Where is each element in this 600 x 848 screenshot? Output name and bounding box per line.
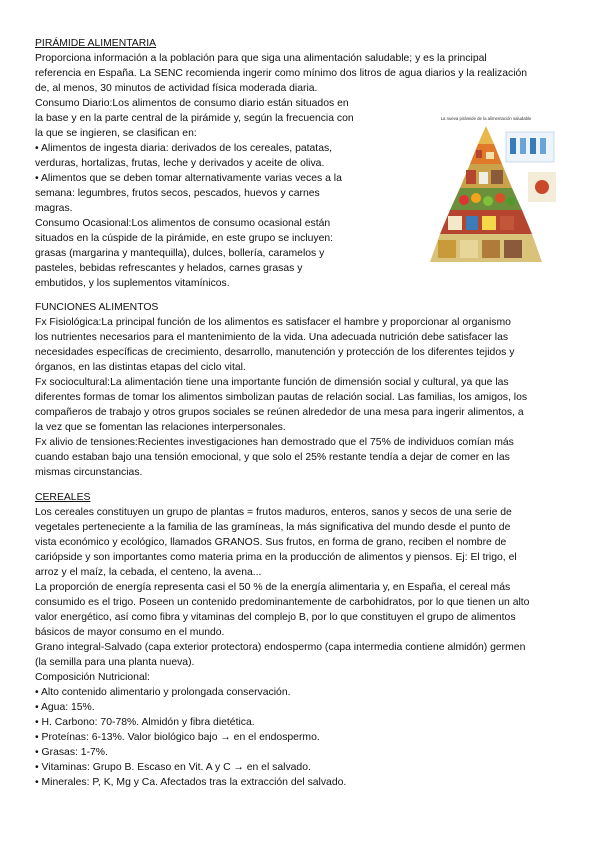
heading-funciones: FUNCIONES ALIMENTOS bbox=[35, 302, 159, 313]
food-item bbox=[466, 170, 476, 184]
text-line: referencia en España. La SENC recomienda ingerir como mínimo dos litros de agua diarios y la realización bbox=[35, 68, 528, 79]
text-line: magras. bbox=[35, 203, 73, 214]
food-item bbox=[495, 193, 505, 203]
text-line: cariópside y son importantes como materia prima en la producción de alimentos y piensos. Ej: El trigo, el bbox=[35, 552, 517, 563]
text-line: arroz y el maíz, la cebada, el centeno, la avena... bbox=[35, 567, 262, 578]
text-line: verduras, hortalizas, frutas, leche y derivados y aceite de oliva. bbox=[35, 158, 325, 169]
text-line: Fx alivio de tensiones:Recientes investigaciones han demostrado que el 75% de individuos comían más bbox=[35, 437, 514, 448]
text-line: la vez que se fomentan las relaciones interpersonales. bbox=[35, 422, 286, 433]
text-line: grasas (margarina y mantequilla), dulces, bollería, caramelos y bbox=[35, 248, 325, 259]
text-line: Consumo Ocasional:Los alimentos de consumo ocasional están bbox=[35, 218, 331, 229]
list-item: • Alto contenido alimentario y prolongada conservación. bbox=[35, 687, 291, 698]
pyramid-tier-top bbox=[478, 126, 494, 144]
text-line: Los cereales constituyen un grupo de plantas = frutos maduros, enteros, sanos y secos de una serie de bbox=[35, 507, 512, 518]
food-item bbox=[482, 240, 500, 258]
food-item bbox=[486, 152, 494, 159]
text-line: (la semilla para una planta nueva). bbox=[35, 657, 195, 668]
text-line: la base y en la parte central de la pirámide y, según la frecuencia con bbox=[35, 113, 354, 124]
text-line: básicos de mayor consumo en el mundo. bbox=[35, 627, 225, 638]
text-line: vegetales perteneciente a la familia de las gramíneas, la más significativa del mundo desde el punto de bbox=[35, 522, 511, 533]
text-line: valor energético, así como fibra y vitaminas del complejo B, por lo que constituyen el grupo de alimentos bbox=[35, 612, 516, 623]
text-line: embutidos, y los suplementos vitamínicos. bbox=[35, 278, 230, 289]
food-item bbox=[500, 216, 514, 230]
food-item bbox=[483, 196, 493, 206]
food-item bbox=[476, 150, 482, 158]
text-line: los nutrientes necesarios para el mantenimiento de la vida. Una adecuada nutrición debe satisfacer las bbox=[35, 332, 509, 343]
food-pyramid-image bbox=[424, 112, 564, 288]
text-line: vista económico y ecológico, llamados GRANOS. Sus frutos, en forma de grano, reciben el nombre de bbox=[35, 537, 507, 548]
food-item bbox=[471, 193, 481, 203]
text-line: Fx sociocultural:La alimentación tiene una importante función de dimensión social y cultural, ya que las bbox=[35, 377, 509, 388]
food-item bbox=[507, 197, 515, 205]
text-line: de, al menos, 30 minutos de actividad física moderada diaria. bbox=[35, 83, 318, 94]
text-line: Consumo Diario:Los alimentos de consumo diario están situados en bbox=[35, 98, 349, 109]
food-item bbox=[466, 216, 478, 230]
food-item bbox=[482, 216, 496, 230]
text-line: consumido es el trigo. Poseen un contenido predominantemente de carbohidratos, por lo que tienen un alto bbox=[35, 597, 530, 608]
food-item bbox=[459, 195, 469, 205]
heading-piramide: PIRÁMIDE ALIMENTARIA bbox=[35, 38, 157, 49]
text-line: mismas circunstancias. bbox=[35, 467, 143, 478]
text-line: compañeros de trabajo y otros grupos sociales se reúnen alrededor de una mesa para ingerir alimentos, a bbox=[35, 407, 524, 418]
text-line: la que se ingieren, se clasifican en: bbox=[35, 128, 197, 139]
list-item: • H. Carbono: 70-78%. Almidón y fibra dietética. bbox=[35, 717, 255, 728]
text-line: pasteles, bebidas refrescantes y helados, carnes grasas y bbox=[35, 263, 303, 274]
list-item: • Grasas: 1-7%. bbox=[35, 747, 108, 758]
text-line: Composición Nutricional: bbox=[35, 672, 150, 683]
text-line: semana: legumbres, frutos secos, pescados, huevos y carnes bbox=[35, 188, 320, 199]
food-item bbox=[479, 172, 488, 184]
text-line: situados en la cúspide de la pirámide, en este grupo se incluyen: bbox=[35, 233, 334, 244]
heading-cereales: CEREALES bbox=[35, 492, 91, 503]
water-bottle-icon bbox=[540, 138, 546, 154]
text-line: Fx Fisiológica:La principal función de los alimentos es satisfacer el hambre y proporcionar al organismo bbox=[35, 317, 511, 328]
food-item bbox=[460, 240, 478, 258]
water-bottle-icon bbox=[530, 138, 536, 154]
water-bottle-icon bbox=[510, 138, 516, 154]
food-item bbox=[504, 240, 522, 258]
list-item: • Agua: 15%. bbox=[35, 702, 95, 713]
list-item: • Vitaminas: Grupo B. Escaso en Vit. A y C → en el salvado. bbox=[35, 762, 311, 773]
text-line: diferentes formas de tomar los alimentos simbolizan pautas de relación social. Las familias, los amigos, los bbox=[35, 392, 528, 403]
activity-icon bbox=[535, 180, 549, 194]
text-line: La proporción de energía representa casi el 50 % de la energía alimentaria y, en España, el cereal más bbox=[35, 582, 511, 593]
figure-title: La nueva pirámide de la alimentación saludable bbox=[440, 116, 532, 121]
food-item bbox=[448, 216, 462, 230]
text-line: Grano integral-Salvado (capa exterior protectora) endospermo (capa intermedia contiene almidón) germen bbox=[35, 642, 526, 653]
food-item bbox=[491, 170, 503, 184]
food-item bbox=[438, 240, 456, 258]
text-line: órganos, en las distintas etapas del ciclo vital. bbox=[35, 362, 246, 373]
text-line: Proporciona información a la población para que siga una alimentación saludable; y es la principal bbox=[35, 53, 487, 64]
text-line: necesidades específicas de crecimiento, desarrollo, manutención y protección de los diferentes tejidos y bbox=[35, 347, 515, 358]
text-line: cuando estaban bajo una tensión emocional, y que solo el 25% restante tendía a dejar de comer en las bbox=[35, 452, 510, 463]
water-bottle-icon bbox=[520, 138, 526, 154]
list-item: • Minerales: P, K, Mg y Ca. Afectados tras la extracción del salvado. bbox=[35, 777, 347, 788]
list-item: • Alimentos de ingesta diaria: derivados de los cereales, patatas, bbox=[35, 143, 333, 154]
list-item: • Alimentos que se deben tomar alternativamente varias veces a la bbox=[35, 173, 342, 184]
list-item: • Proteínas: 6-13%. Valor biológico bajo → en el endospermo. bbox=[35, 732, 320, 743]
